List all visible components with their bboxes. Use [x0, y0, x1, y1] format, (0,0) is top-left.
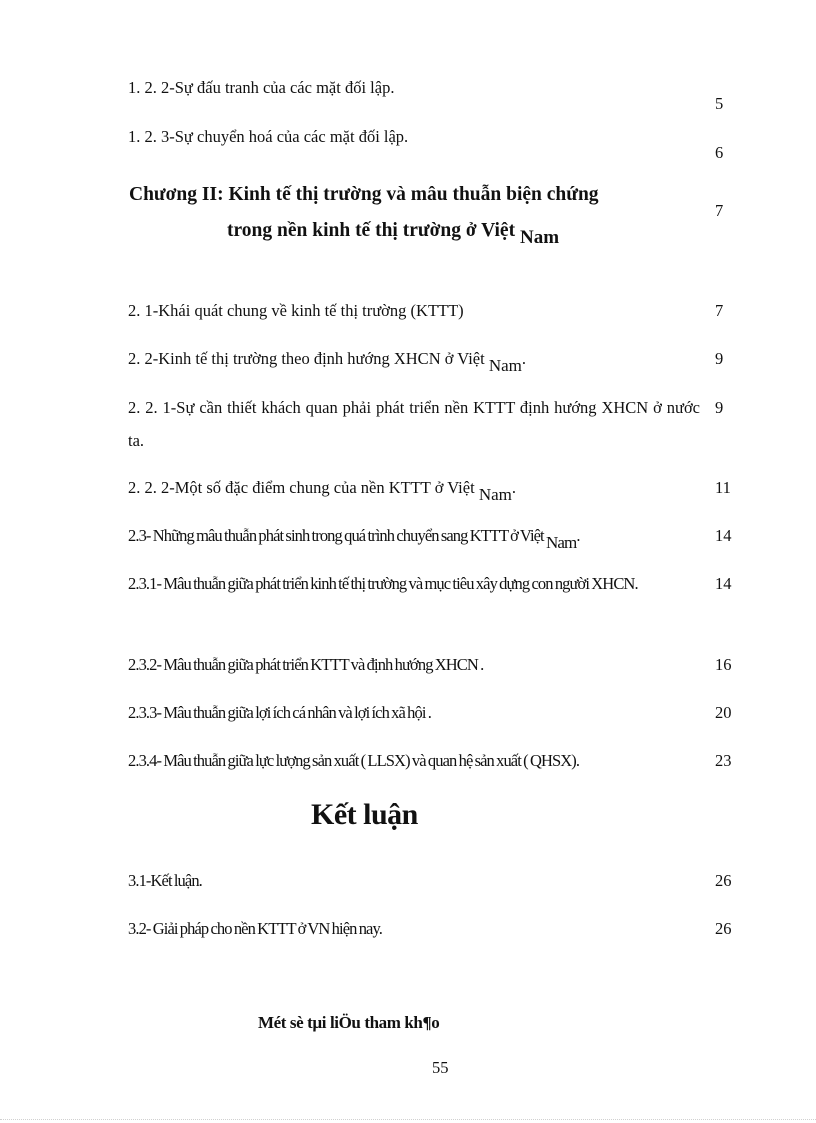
toc-page-2-3-3: 20	[715, 703, 732, 722]
chapter-2-page: 7	[715, 201, 724, 220]
toc-entry-3-2: 3.2- Giải pháp cho nền KTTT ở VN hiện nay.	[128, 919, 382, 938]
toc-page-2-2-2: 11	[715, 478, 731, 497]
toc-page-2-3-4: 23	[715, 751, 732, 770]
toc-entry-2-3-1: 2.3.1- Mâu thuẫn giữa phát triển kinh tế thị trường và mục tiêu xây dựng con người XHCN.	[128, 574, 638, 593]
toc-entry-1-2-3: 1. 2. 3-Sự chuyển hoá của các mặt đối lập.	[128, 127, 409, 146]
toc-entry-1-2-2: 1. 2. 2-Sự đấu tranh của các mặt đối lập.	[128, 78, 395, 97]
toc-entry-2-3: 2.3- Những mâu thuẫn phát sinh trong quá trình chuyển sang KTTT ở Việt Nam.	[128, 526, 580, 552]
toc-page-2-3-2: 16	[715, 655, 732, 674]
toc-entry-2-2: 2. 2-Kinh tế thị trường theo định hướng XHCN ở Việt Nam.	[128, 349, 526, 375]
page-bottom-border	[0, 1119, 816, 1120]
toc-page-1-2-2: 5	[715, 94, 724, 113]
toc-entry-2-2-1: 2. 2. 1-Sự cần thiết khách quan phải phát triển nền KTTT định hướng XHCN ở nước ta.	[128, 398, 700, 450]
toc-page-2-3-1: 14	[715, 574, 732, 593]
toc-page-2-3: 14	[715, 526, 732, 545]
toc-page-2-2: 9	[715, 349, 724, 368]
toc-page-2-2-1: 9	[715, 398, 724, 417]
toc-page-3-2: 26	[715, 919, 732, 938]
toc-page-1-2-3: 6	[715, 143, 724, 162]
toc-entry-2-3-2: 2.3.2- Mâu thuẫn giữa phát triển KTTT và định hướng XHCN .	[128, 655, 484, 674]
toc-entry-3-1: 3.1-Kết luận.	[128, 871, 202, 890]
toc-entry-2-3-4: 2.3.4- Mâu thuẫn giữa lực lượng sản xuất ( LLSX) và quan hệ sản xuất ( QHSX).	[128, 751, 580, 770]
toc-page-2-1: 7	[715, 301, 724, 320]
page-number: 55	[432, 1058, 449, 1077]
toc-page-3-1: 26	[715, 871, 732, 890]
toc-entry-2-1: 2. 1-Khái quát chung về kinh tế thị trường (KTTT)	[128, 301, 464, 320]
toc-entry-2-2-2: 2. 2. 2-Một số đặc điểm chung của nền KTTT ở Việt Nam.	[128, 478, 516, 504]
chapter-2-title-line1: Chương II: Kinh tế thị trường và mâu thuẫn biện chứng	[129, 184, 599, 205]
conclusion-heading: Kết luận	[311, 798, 418, 831]
references-heading: Mét sè tµi liÖu tham kh¶o	[258, 1013, 440, 1032]
chapter-2-title-line2: trong nền kinh tế thị trường ở Việt Nam	[227, 220, 560, 248]
toc-entry-2-3-3: 2.3.3- Mâu thuẫn giữa lợi ích cá nhân và lợi ích xã hội .	[128, 703, 432, 722]
